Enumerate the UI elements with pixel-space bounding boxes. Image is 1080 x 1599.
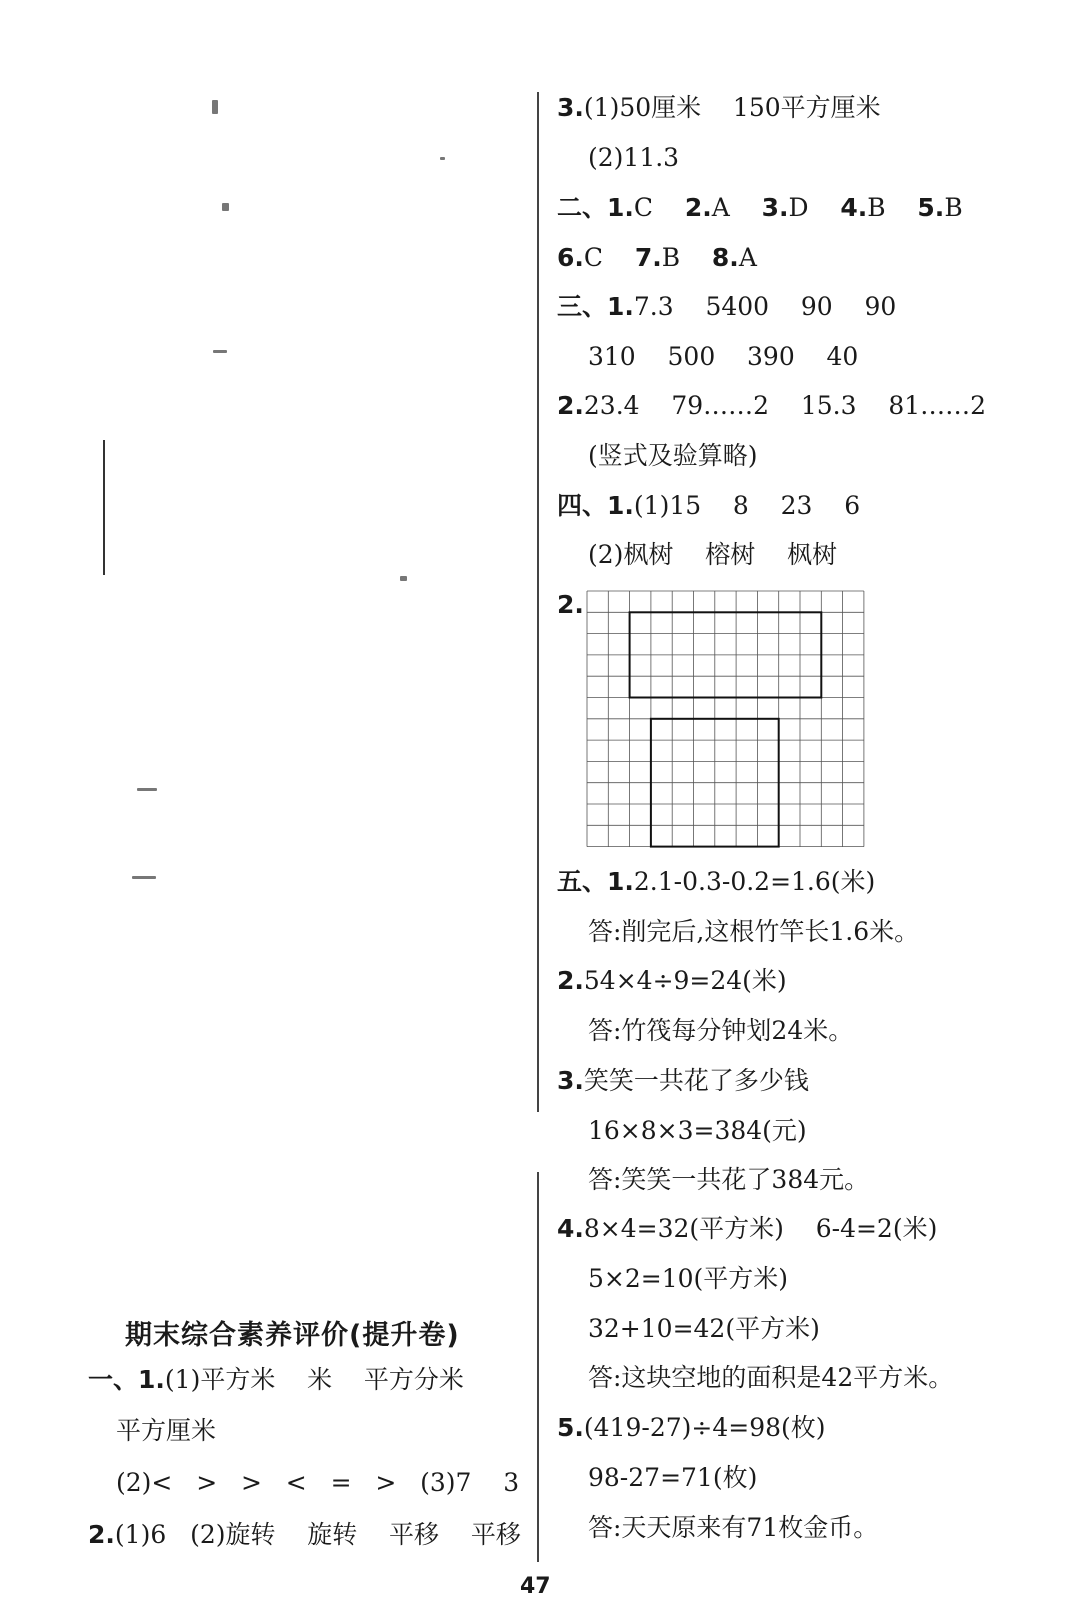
question-number: 3.: [557, 1066, 584, 1095]
answer-line: [588, 1313, 820, 1345]
answer-line: [557, 1412, 826, 1444]
answer-text: 98-27=71(枚): [588, 1463, 758, 1492]
question-number: 二、1.: [557, 193, 634, 222]
answer-text: (1)50厘米 150平方厘米: [583, 93, 881, 122]
scan-speck: [137, 788, 157, 791]
grid-figure: [586, 590, 866, 858]
question-number: 5.: [557, 1413, 584, 1442]
question-number: 5.: [917, 193, 945, 222]
answer-line: [588, 1263, 788, 1295]
answer-text: 答:竹筏每分钟划24米。: [588, 1016, 854, 1045]
answer-line: [588, 916, 919, 948]
scan-speck: [212, 100, 218, 114]
answer-text: (1)15 8 23 6: [633, 491, 861, 520]
answer-line: [588, 1115, 807, 1147]
answer-line: [557, 92, 881, 124]
answer-text: C: [583, 243, 635, 272]
answer-text: (1)6 (2)旋转 旋转 平移 平移: [114, 1520, 521, 1549]
answer-line: [557, 965, 787, 997]
answer-line: [588, 341, 858, 373]
grid-svg: [586, 590, 866, 854]
question-number: 2.: [684, 193, 712, 222]
answer-line: [116, 1467, 519, 1499]
answer-text: (2)11.3: [588, 143, 680, 172]
left-margin-rule: [103, 440, 105, 575]
answer-text: (419-27)÷4=98(枚): [583, 1413, 826, 1442]
answer-text: 32+10=42(平方米): [588, 1314, 820, 1343]
answer-line: [588, 1512, 878, 1544]
answer-text: 答:天天原来有71枚金币。: [588, 1513, 879, 1542]
answer-text: 54×4÷9=24(米): [583, 966, 787, 995]
answer-text: 2.1-0.3-0.2=1.6(米): [633, 867, 876, 896]
answer-text: (1)平方米 米 平方分米: [164, 1365, 464, 1394]
answer-line: [557, 291, 896, 323]
answer-line: [588, 1164, 869, 1196]
column-divider-lower: [537, 1172, 539, 1562]
answer-line: [588, 539, 837, 571]
question-number: 6.: [557, 243, 584, 272]
question-number: 8.: [711, 243, 739, 272]
question-number: 2.: [557, 590, 584, 619]
answer-text: 23.4 79……2 15.3 81……2: [583, 391, 987, 420]
answer-text: C: [633, 193, 685, 222]
answer-text: 16×8×3=384(元): [588, 1116, 807, 1145]
answer-text: (2)枫树 榕树 枫树: [588, 540, 837, 569]
answer-line: [588, 440, 758, 472]
answer-line: [588, 1362, 953, 1394]
question-number: 4.: [840, 193, 868, 222]
answer-line: [116, 1415, 216, 1447]
answer-text: A: [738, 243, 757, 272]
answer-text: 7.3 5400 90 90: [633, 292, 897, 321]
question-number: 4.: [557, 1214, 584, 1243]
scan-speck: [132, 876, 156, 879]
question-number: 2.: [557, 966, 584, 995]
question-number: 2.: [557, 391, 584, 420]
answer-text: 答:削完后,这根竹竿长1.6米。: [588, 917, 920, 946]
answer-text: D: [788, 193, 841, 222]
page-number: 47: [520, 1574, 551, 1599]
answer-text: (竖式及验算略): [588, 441, 758, 470]
answer-line: [88, 1364, 464, 1396]
answer-text: 310 500 390 40: [588, 342, 859, 371]
answer-line: [88, 1519, 521, 1551]
answer-text: B: [867, 193, 918, 222]
answer-line: [588, 1462, 757, 1494]
answer-line: [557, 1065, 809, 1097]
question-number: 四、1.: [557, 491, 634, 520]
answer-text: 笑笑一共花了多少钱: [583, 1066, 809, 1095]
answer-line: [588, 142, 679, 174]
answer-text: (2)< > > < = > (3)7 3: [116, 1468, 520, 1497]
answer-line: [557, 589, 584, 621]
answer-line: [588, 1015, 853, 1047]
column-divider: [537, 92, 539, 1112]
question-number: 3.: [761, 193, 789, 222]
question-number: 五、1.: [557, 867, 634, 896]
answer-text: A: [711, 193, 762, 222]
answer-line: [557, 1213, 937, 1245]
section-title: 期末综合素养评价(提升卷): [125, 1320, 460, 1351]
scan-speck: [440, 157, 445, 160]
scan-speck: [213, 350, 227, 353]
answer-line: [557, 390, 986, 422]
question-number: 3.: [557, 93, 584, 122]
answer-line: [557, 490, 860, 522]
answer-text: B: [661, 243, 712, 272]
question-number: 一、1.: [88, 1365, 165, 1394]
answer-text: B: [944, 193, 963, 222]
answer-line: [557, 192, 963, 224]
answer-text: 5×2=10(平方米): [588, 1264, 789, 1293]
answer-text: 平方厘米: [116, 1416, 217, 1445]
answer-line: [557, 866, 875, 898]
answer-text: 答:笑笑一共花了384元。: [588, 1165, 870, 1194]
answer-line: [557, 242, 757, 274]
answer-text: 8×4=32(平方米) 6-4=2(米): [583, 1214, 938, 1243]
answer-text: 答:这块空地的面积是42平方米。: [588, 1363, 954, 1392]
scan-speck: [222, 203, 229, 211]
question-number: 三、1.: [557, 292, 634, 321]
question-number: 2.: [88, 1520, 115, 1549]
scan-speck: [400, 576, 407, 581]
question-number: 7.: [634, 243, 662, 272]
